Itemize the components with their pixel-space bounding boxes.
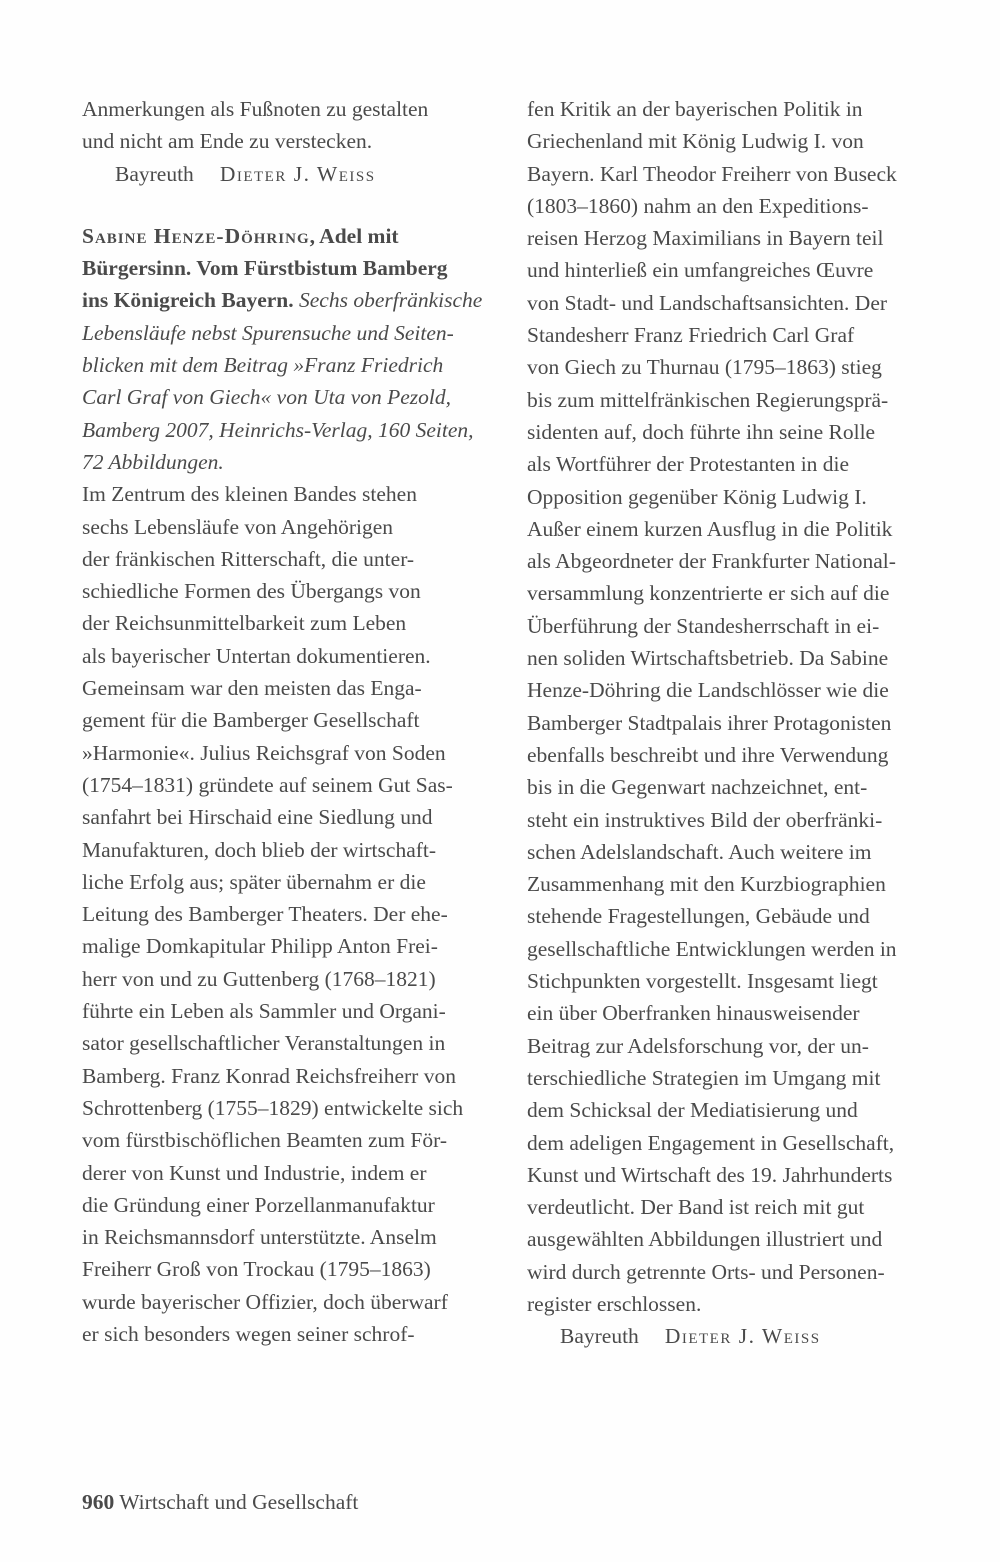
body-text-line: als bayerischer Untertan dokumentieren. bbox=[82, 643, 431, 668]
review-title-part: , Adel mit bbox=[309, 223, 399, 248]
body-text-line: steht ein instruktives Bild der oberfränki- bbox=[527, 807, 883, 832]
body-text-line: dem Schicksal der Mediatisierung und bbox=[527, 1098, 858, 1123]
body-text-line: als Wortführer der Protestanten in die bbox=[527, 452, 850, 477]
review-heading-line bbox=[82, 284, 502, 316]
body-text-line: ein über Oberfranken hinausweisender bbox=[527, 1001, 860, 1026]
body-text-line: der Reichsunmittelbarkeit zum Leben bbox=[82, 611, 407, 636]
body-text-line: liche Erfolg aus; später übernahm er die bbox=[82, 869, 426, 894]
body-text-line: Stichpunkten vorgestellt. Insgesamt liegt bbox=[527, 969, 878, 994]
body-text-line: der fränkischen Ritterschaft, die unter- bbox=[82, 546, 415, 571]
body-text-line: stehende Fragestellungen, Gebäude und bbox=[527, 904, 870, 929]
body-text-line: verdeutlicht. Der Band ist reich mit gut bbox=[527, 1195, 865, 1220]
body-text-line: register erschlossen. bbox=[527, 1291, 702, 1316]
body-text-line: Im Zentrum des kleinen Bandes stehen bbox=[82, 482, 417, 507]
body-text-line: (1754–1831) gründete auf seinem Gut Sas- bbox=[82, 772, 453, 797]
signature-author: Dieter J. Weiss bbox=[664, 1324, 821, 1349]
body-text-line: Kunst und Wirtschaft des 19. Jahrhunderts bbox=[527, 1162, 893, 1187]
body-text-line: ausgewählten Abbildungen illustriert und bbox=[527, 1227, 883, 1252]
review-subtitle-line: Carl Graf von Giech« von Uta von Pezold, bbox=[82, 385, 452, 410]
signature-place: Bayreuth bbox=[560, 1324, 639, 1349]
review-subtitle-line: Lebensläufe nebst Spurensuche und Seiten- bbox=[82, 320, 454, 345]
body-text-line: von Stadt- und Landschaftsansichten. Der bbox=[527, 290, 888, 315]
body-text-line: bis zum mittelfränkischen Regierungsprä- bbox=[527, 387, 889, 412]
body-text-line: Opposition gegenüber König Ludwig I. bbox=[527, 484, 867, 509]
review-author: Sabine Henze-Döhring bbox=[82, 223, 310, 248]
page-number: 960 bbox=[82, 1490, 115, 1514]
body-text-line: malige Domkapitular Philipp Anton Frei- bbox=[82, 934, 438, 959]
body-text-line: Griechenland mit König Ludwig I. von bbox=[527, 129, 864, 154]
body-text-line: dem adeligen Engagement in Gesellschaft, bbox=[527, 1130, 895, 1155]
review-title-line: Bürgersinn. Vom Fürstbistum Bamberg bbox=[82, 256, 448, 281]
body-text-line: Gemeinsam war den meisten das Enga- bbox=[82, 676, 422, 701]
left-column bbox=[82, 93, 502, 1350]
body-text-line: terschiedliche Strategien im Umgang mit bbox=[527, 1065, 881, 1090]
review-subtitle-line: blicken mit dem Beitrag »Franz Friedrich bbox=[82, 353, 444, 378]
body-text-line: sechs Lebensläufe von Angehörigen bbox=[82, 514, 394, 539]
body-text-line: Überführung der Standesherrschaft in ei- bbox=[527, 613, 880, 638]
body-text-line: Bamberger Stadtpalais ihrer Protagonisten bbox=[527, 710, 892, 735]
body-text-line: Schrottenberg (1755–1829) entwickelte sich bbox=[82, 1095, 464, 1120]
body-text-line: Zusammenhang mit den Kurzbiographien bbox=[527, 872, 886, 897]
review-signature bbox=[527, 1320, 947, 1352]
right-body-text bbox=[527, 93, 947, 1320]
review-subtitle-part: Sechs oberfränkische bbox=[299, 288, 483, 313]
body-text-line: Bayern. Karl Theodor Freiherr von Buseck bbox=[527, 161, 897, 186]
body-text-line: in Reichsmannsdorf unterstützte. Anselm bbox=[82, 1225, 437, 1250]
review-subtitle bbox=[82, 317, 502, 478]
body-text-line: Außer einem kurzen Ausflug in die Politik bbox=[527, 516, 893, 541]
body-text-line: gesellschaftliche Entwicklungen werden in bbox=[527, 936, 897, 961]
body-text-line: »Harmonie«. Julius Reichsgraf von Soden bbox=[82, 740, 446, 765]
body-text-line: Henze-Döhring die Landschlösser wie die bbox=[527, 678, 889, 703]
body-text-line: herr von und zu Guttenberg (1768–1821) bbox=[82, 966, 436, 991]
section-title: Wirtschaft und Gesellschaft bbox=[119, 1490, 359, 1514]
body-text-line: führte ein Leben als Sammler und Organi- bbox=[82, 999, 446, 1024]
signature-author: Dieter J. Weiss bbox=[219, 161, 376, 186]
body-text-line: und hinterließ ein umfangreiches Œuvre bbox=[527, 258, 874, 283]
body-text-line: nen soliden Wirtschaftsbetrieb. Da Sabine bbox=[527, 646, 889, 671]
body-text-line: schen Adelslandschaft. Auch weitere im bbox=[527, 839, 872, 864]
body-text-line: ebenfalls beschreibt und ihre Verwendung bbox=[527, 742, 889, 767]
body-text-line: fen Kritik an der bayerischen Politik in bbox=[527, 97, 863, 121]
body-text-line: versammlung konzentrierte er sich auf die bbox=[527, 581, 890, 606]
body-text-line: sator gesellschaftlicher Veranstaltungen in bbox=[82, 1031, 446, 1056]
body-text-line: vom fürstbischöflichen Beamten zum För- bbox=[82, 1128, 447, 1153]
prev-review-line: Anmerkungen als Fußnoten zu gestalten bbox=[82, 97, 429, 121]
page-footer bbox=[82, 1486, 358, 1518]
body-text-line: Freiherr Groß von Trockau (1795–1863) bbox=[82, 1257, 431, 1282]
review-subtitle-line: 72 Abbildungen. bbox=[82, 449, 224, 474]
body-text-line: (1803–1860) nahm an den Expeditions- bbox=[527, 193, 869, 218]
body-text-line: wurde bayerischer Offizier, doch überwarf bbox=[82, 1289, 448, 1314]
body-text-line: reisen Herzog Maximilians in Bayern teil bbox=[527, 226, 884, 251]
body-text-line: Bamberg. Franz Konrad Reichsfreiherr von bbox=[82, 1063, 456, 1088]
body-text-line: Leitung des Bamberger Theaters. Der ehe- bbox=[82, 902, 448, 927]
body-text-line: sanfahrt bei Hirschaid eine Siedlung und bbox=[82, 805, 433, 830]
review-title-part: ins Königreich Bayern. bbox=[82, 288, 294, 313]
right-column bbox=[527, 93, 947, 1353]
left-body-text bbox=[82, 478, 502, 1350]
body-text-line: Manufakturen, doch blieb der wirtschaft- bbox=[82, 837, 437, 862]
body-text-line: Standesherr Franz Friedrich Carl Graf bbox=[527, 323, 855, 348]
body-text-line: derer von Kunst und Industrie, indem er bbox=[82, 1160, 427, 1185]
body-text-line: sidenten auf, doch führte ihn seine Rolle bbox=[527, 419, 876, 444]
body-text-line: bis in die Gegenwart nachzeichnet, ent- bbox=[527, 775, 868, 800]
body-text-line: schiedliche Formen des Übergangs von bbox=[82, 579, 421, 604]
body-text-line: gement für die Bamberger Gesellschaft bbox=[82, 708, 420, 733]
prev-review-line: und nicht am Ende zu verstecken. bbox=[82, 129, 373, 154]
body-text-line: als Abgeordneter der Frankfurter National- bbox=[527, 549, 896, 574]
signature-place: Bayreuth bbox=[115, 161, 194, 186]
body-text-line: von Giech zu Thurnau (1795–1863) stieg bbox=[527, 355, 882, 380]
body-text-line: er sich besonders wegen seiner schrof- bbox=[82, 1321, 415, 1346]
body-text-line: die Gründung einer Porzellanmanufaktur bbox=[82, 1192, 435, 1217]
body-text-line: wird durch getrennte Orts- und Personen- bbox=[527, 1259, 885, 1284]
body-text-line: Beitrag zur Adelsforschung vor, der un- bbox=[527, 1033, 869, 1058]
review-subtitle-line: Bamberg 2007, Heinrichs-Verlag, 160 Seiten, bbox=[82, 417, 474, 442]
review-heading-line bbox=[82, 220, 502, 252]
prev-review-signature bbox=[82, 158, 502, 190]
